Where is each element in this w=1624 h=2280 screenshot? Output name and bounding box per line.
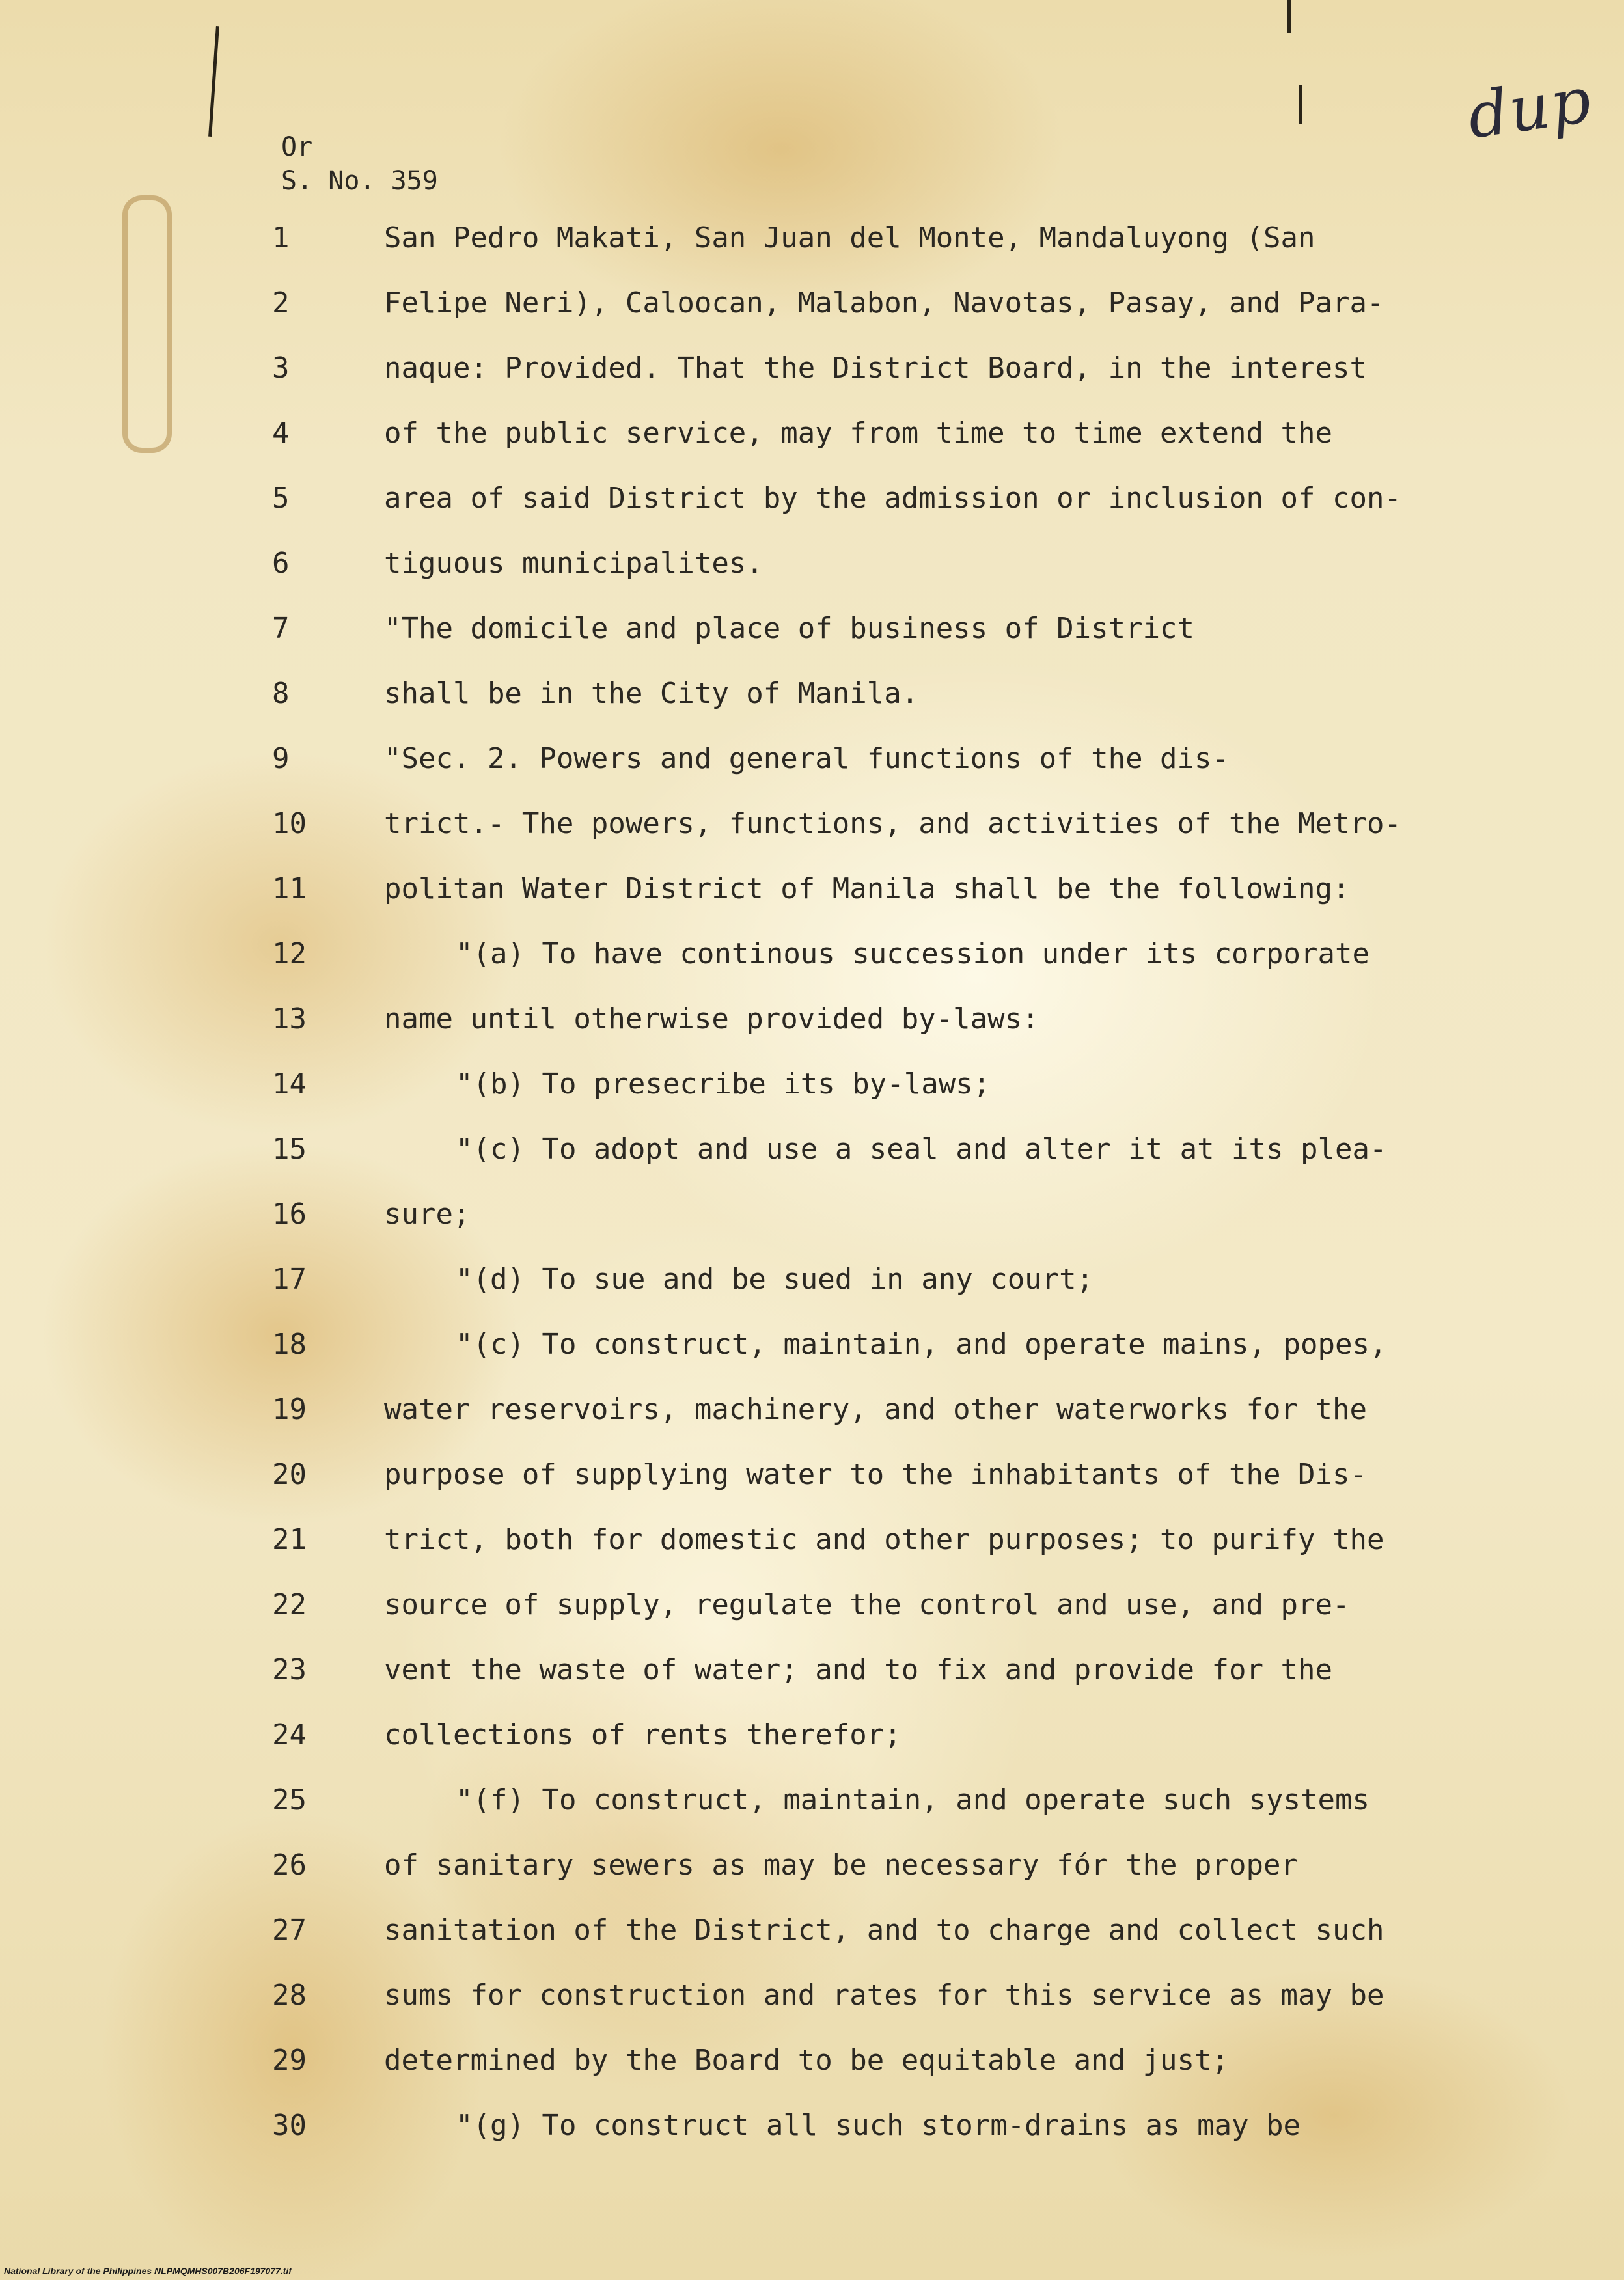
line-text: determined by the Board to be equitable and just; xyxy=(384,2044,1230,2077)
line-text: "(f) To construct, maintain, and operate such systems xyxy=(456,1783,1369,1817)
line-number: 19 xyxy=(272,1393,307,1426)
document-line xyxy=(0,1393,1624,1432)
line-number: 17 xyxy=(272,1263,307,1296)
line-number: 18 xyxy=(272,1328,307,1361)
line-text: water reservoirs, machinery, and other waterworks for the xyxy=(384,1393,1367,1426)
edge-mark xyxy=(1299,85,1302,124)
line-number: 16 xyxy=(272,1198,307,1231)
line-text: trict.- The powers, functions, and activities of the Metro- xyxy=(384,807,1401,840)
line-text: of sanitary sewers as may be necessary fór the proper xyxy=(384,1848,1298,1882)
header-line-1: Or xyxy=(281,132,313,162)
line-number: 26 xyxy=(272,1848,307,1882)
line-text: vent the waste of water; and to fix and provide for the xyxy=(384,1653,1332,1686)
line-text: "(g) To construct all such storm-drains as may be xyxy=(456,2109,1301,2142)
line-number: 27 xyxy=(272,1914,307,1947)
line-text: politan Water District of Manila shall be the following: xyxy=(384,872,1350,905)
document-line xyxy=(0,547,1624,586)
line-number: 12 xyxy=(272,937,307,970)
line-number: 1 xyxy=(272,221,290,254)
line-text: Felipe Neri), Caloocan, Malabon, Navotas, Pasay, and Para- xyxy=(384,286,1384,320)
document-line xyxy=(0,1588,1624,1627)
line-number: 22 xyxy=(272,1588,307,1621)
line-text: sanitation of the District, and to charge and collect such xyxy=(384,1914,1384,1947)
document-line xyxy=(0,742,1624,781)
line-number: 7 xyxy=(272,612,290,645)
line-number: 28 xyxy=(272,1979,307,2012)
document-line xyxy=(0,1914,1624,1953)
line-number: 5 xyxy=(272,482,290,515)
document-line xyxy=(0,2109,1624,2148)
edge-mark xyxy=(1287,0,1291,33)
line-text: "(b) To presecribe its by-laws; xyxy=(456,1067,991,1101)
line-text: naque: Provided. That the District Board, in the interest xyxy=(384,351,1367,385)
line-number: 24 xyxy=(272,1718,307,1751)
handwritten-note: dup xyxy=(1463,63,1597,153)
line-text: "Sec. 2. Powers and general functions of the dis- xyxy=(384,742,1230,775)
line-text: "The domicile and place of business of District xyxy=(384,612,1195,645)
line-number: 30 xyxy=(272,2109,307,2142)
archive-footer: National Library of the Philippines NLPMQMHS007B206F197077.tif xyxy=(4,2266,292,2276)
document-line xyxy=(0,1783,1624,1822)
document-line xyxy=(0,1328,1624,1367)
line-text: purpose of supplying water to the inhabitants of the Dis- xyxy=(384,1458,1367,1491)
document-header xyxy=(281,130,438,198)
document-line xyxy=(0,937,1624,976)
edge-mark xyxy=(208,26,219,137)
line-text: San Pedro Makati, San Juan del Monte, Mandaluyong (San xyxy=(384,221,1315,254)
line-number: 4 xyxy=(272,417,290,450)
document-line xyxy=(0,872,1624,911)
line-text: "(d) To sue and be sued in any court; xyxy=(456,1263,1094,1296)
line-text: sums for construction and rates for this service as may be xyxy=(384,1979,1384,2012)
document-line xyxy=(0,1198,1624,1237)
document-line xyxy=(0,417,1624,456)
document-line xyxy=(0,1653,1624,1692)
line-number: 23 xyxy=(272,1653,307,1686)
line-number: 15 xyxy=(272,1133,307,1166)
line-number: 20 xyxy=(272,1458,307,1491)
line-number: 29 xyxy=(272,2044,307,2077)
document-line xyxy=(0,1263,1624,1302)
header-line-2: S. No. 359 xyxy=(281,166,438,196)
document-line xyxy=(0,286,1624,325)
line-number: 10 xyxy=(272,807,307,840)
document-line xyxy=(0,1133,1624,1172)
line-number: 25 xyxy=(272,1783,307,1817)
document-line xyxy=(0,612,1624,651)
line-text: source of supply, regulate the control and use, and pre- xyxy=(384,1588,1350,1621)
line-text: "(c) To adopt and use a seal and alter it at its plea- xyxy=(456,1133,1387,1166)
document-line xyxy=(0,1458,1624,1497)
line-text: "(c) To construct, maintain, and operate mains, popes, xyxy=(456,1328,1387,1361)
document-line xyxy=(0,221,1624,260)
line-number: 11 xyxy=(272,872,307,905)
line-number: 14 xyxy=(272,1067,307,1101)
document-line xyxy=(0,482,1624,521)
line-text: trict, both for domestic and other purposes; to purify the xyxy=(384,1523,1384,1556)
line-text: area of said District by the admission or inclusion of con- xyxy=(384,482,1401,515)
line-text: sure; xyxy=(384,1198,471,1231)
document-line xyxy=(0,1067,1624,1106)
line-number: 13 xyxy=(272,1002,307,1036)
line-text: of the public service, may from time to time extend the xyxy=(384,417,1332,450)
document-line xyxy=(0,1979,1624,2018)
line-text: shall be in the City of Manila. xyxy=(384,677,919,710)
document-line xyxy=(0,1523,1624,1562)
line-text: tiguous municipalites. xyxy=(384,547,764,580)
line-number: 3 xyxy=(272,351,290,385)
document-line xyxy=(0,1848,1624,1888)
line-text: name until otherwise provided by-laws: xyxy=(384,1002,1039,1036)
line-number: 9 xyxy=(272,742,290,775)
line-number: 6 xyxy=(272,547,290,580)
line-number: 21 xyxy=(272,1523,307,1556)
line-number: 2 xyxy=(272,286,290,320)
document-line xyxy=(0,807,1624,846)
line-text: "(a) To have continous succession under its corporate xyxy=(456,937,1369,970)
document-line xyxy=(0,351,1624,391)
document-line xyxy=(0,2044,1624,2083)
document-line xyxy=(0,1002,1624,1041)
line-text: collections of rents therefor; xyxy=(384,1718,901,1751)
line-number: 8 xyxy=(272,677,290,710)
document-line xyxy=(0,1718,1624,1757)
document-line xyxy=(0,677,1624,716)
